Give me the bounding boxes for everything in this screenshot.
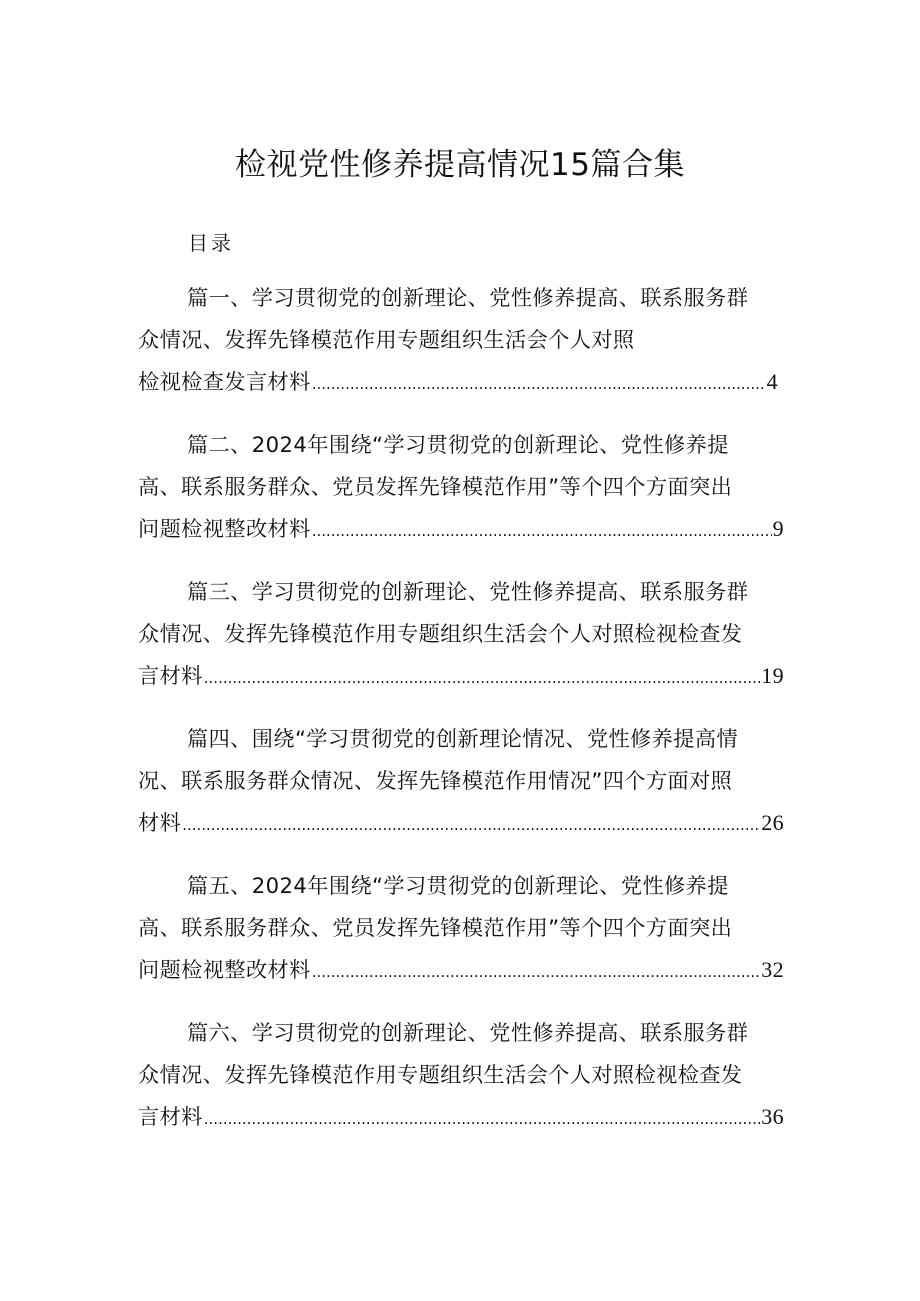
dot-leader [204, 657, 760, 697]
dot-leader [312, 510, 772, 550]
toc-page-number: 9 [772, 516, 784, 541]
toc-page-number: 4 [766, 369, 778, 394]
toc-entry-tail: 检视检查发言材料 [138, 369, 311, 394]
toc-entry-line: 篇四、围绕“学习贯彻党的创新理论情况、党性修养提高情 [187, 726, 739, 751]
toc-entry-2[interactable] [138, 424, 784, 550]
toc-entry-line: 高、联系服务群众、党员发挥先锋模范作用”等个四个方面突出 [138, 474, 733, 499]
toc-page-number: 19 [761, 663, 784, 688]
dot-leader [204, 1098, 760, 1138]
toc-entry-tail: 问题检视整改材料 [138, 957, 311, 982]
dot-leader [312, 951, 760, 991]
toc-entry-1[interactable] [138, 277, 784, 403]
toc-page-number: 26 [761, 810, 784, 835]
toc-entry-line: 篇五、2024年围绕“学习贯彻党的创新理论、党性修养提 [187, 873, 729, 898]
toc-entry-line: 众情况、发挥先锋模范作用专题组织生活会个人对照检视检查发 [138, 621, 743, 646]
toc-entry-last-line [138, 508, 784, 550]
toc-entry-tail: 言材料 [138, 1104, 203, 1129]
toc-entry-last-line [138, 655, 784, 697]
toc-entry-line: 篇一、学习贯彻党的创新理论、党性修养提高、联系服务群 [187, 285, 749, 310]
toc-entry-line: 众情况、发挥先锋模范作用专题组织生活会个人对照检视检查发 [138, 1062, 743, 1087]
toc-page-number: 36 [761, 1104, 784, 1129]
toc-entry-last-line [138, 361, 778, 403]
dot-leader [312, 363, 766, 403]
toc-entry-tail: 问题检视整改材料 [138, 516, 311, 541]
dot-leader [182, 804, 760, 844]
toc-entry-last-line [138, 1096, 784, 1138]
toc-entry-tail: 言材料 [138, 663, 203, 688]
toc-entry-tail: 材料 [138, 810, 182, 835]
toc-entry-5[interactable] [138, 865, 784, 991]
toc-entry-line: 篇三、学习贯彻党的创新理论、党性修养提高、联系服务群 [187, 579, 749, 604]
toc-entry-last-line [138, 802, 784, 844]
toc-entry-4[interactable] [138, 718, 784, 844]
toc-entry-6[interactable] [138, 1012, 784, 1138]
toc-entry-last-line [138, 949, 784, 991]
toc-entry-line: 篇六、学习贯彻党的创新理论、党性修养提高、联系服务群 [187, 1020, 749, 1045]
toc-entry-line: 篇二、2024年围绕“学习贯彻党的创新理论、党性修养提 [187, 432, 729, 457]
toc-page-number: 32 [761, 957, 784, 982]
toc-entry-line: 高、联系服务群众、党员发挥先锋模范作用”等个四个方面突出 [138, 915, 733, 940]
document-title: 检视党性修养提高情况15篇合集 [235, 147, 685, 183]
toc-entry-3[interactable] [138, 571, 784, 697]
toc-entry-line: 众情况、发挥先锋模范作用专题组织生活会个人对照 [138, 327, 635, 352]
toc-heading: 目录 [188, 231, 234, 255]
toc-entry-line: 况、联系服务群众情况、发挥先锋模范作用情况”四个方面对照 [138, 768, 733, 793]
